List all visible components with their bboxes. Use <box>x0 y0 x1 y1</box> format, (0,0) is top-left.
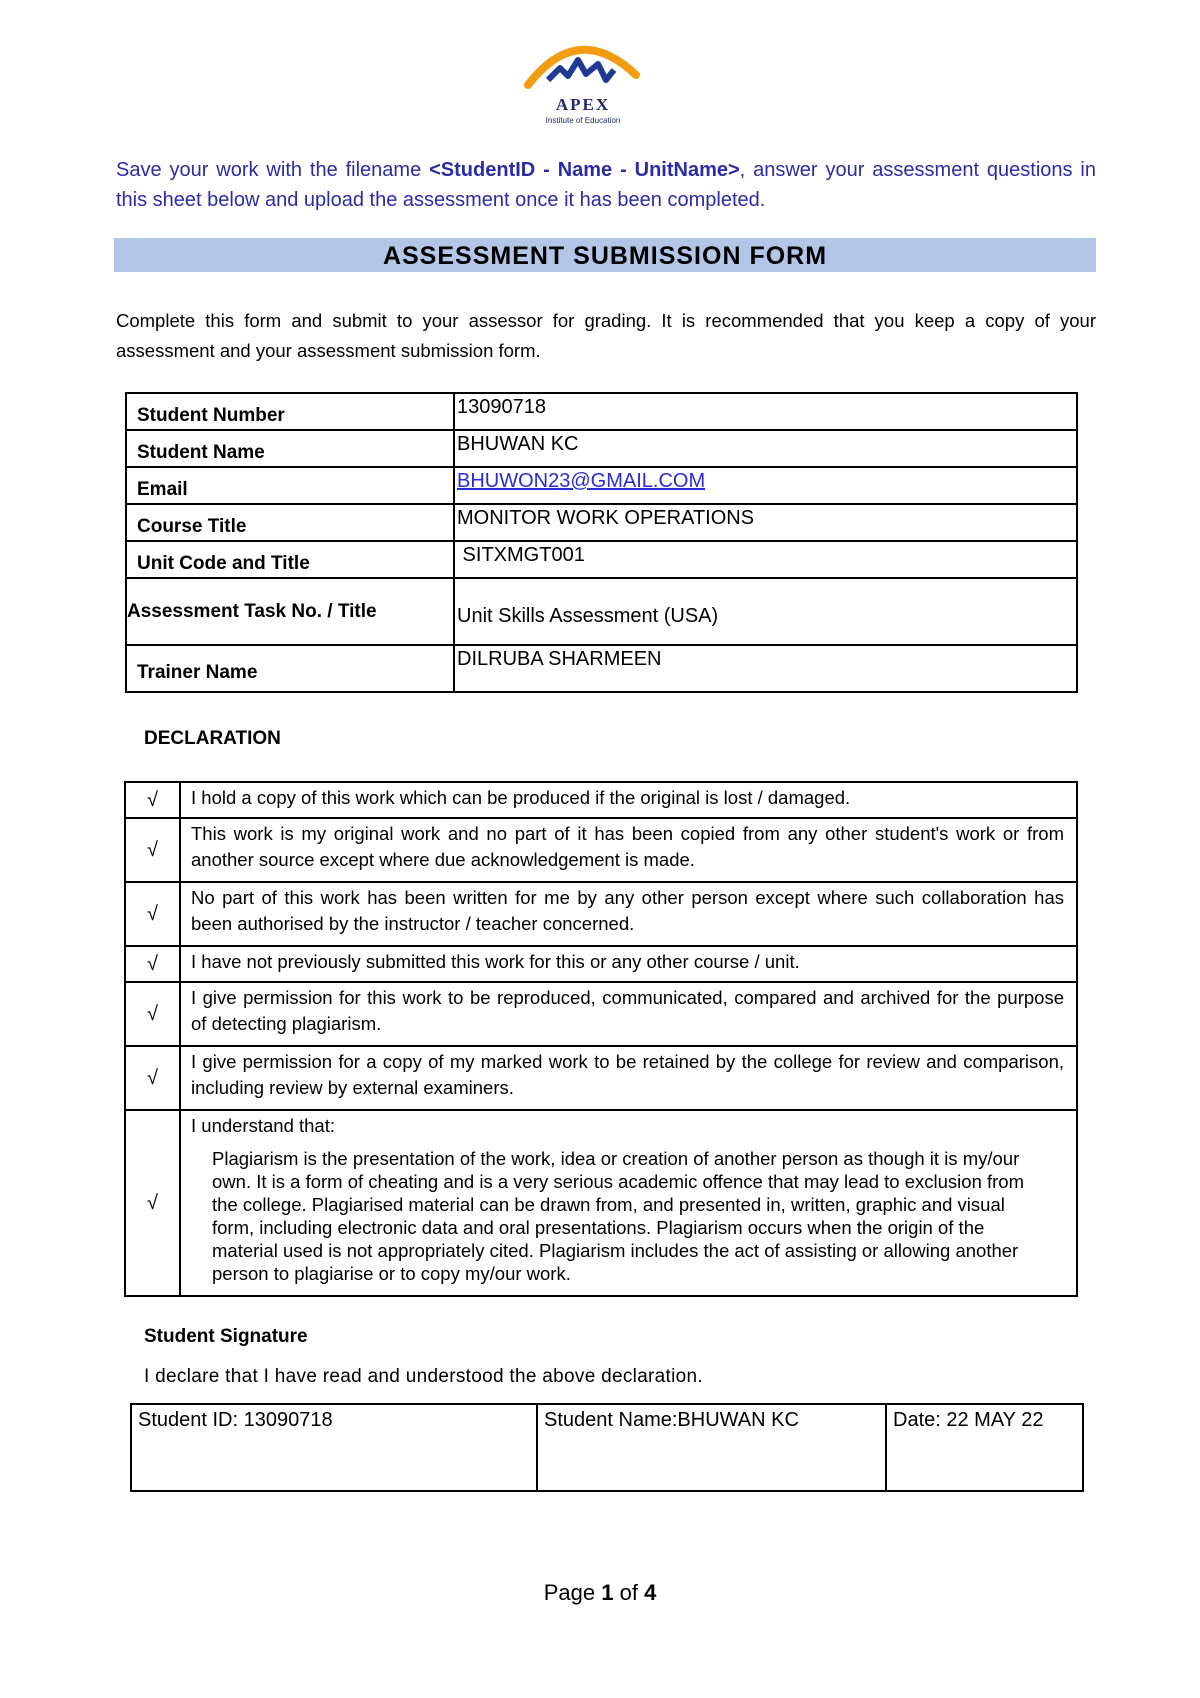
signature-statement: I declare that I have read and understood the above declaration. <box>144 1366 703 1387</box>
declaration-row <box>125 1046 1077 1110</box>
info-label: Assessment Task No. / Title <box>126 578 454 645</box>
form-instructions: Complete this form and submit to your assessor for grading. It is recommended that you keep a copy of your assessment and your assessment submission form. <box>116 310 1096 361</box>
info-value[interactable]: BHUWAN KC <box>454 430 1077 467</box>
info-value[interactable] <box>454 467 1077 504</box>
logo-subtitle: Institute of Education <box>545 116 621 125</box>
info-row-email <box>126 467 1077 504</box>
check-mark-icon[interactable]: √ <box>125 882 180 946</box>
page-number: 1 <box>601 1580 614 1605</box>
declaration-text: I give permission for a copy of my marked work to be retained by the college for review and comparison, including review by external examiners. <box>180 1046 1077 1110</box>
info-label: Email <box>126 467 454 504</box>
check-mark-icon[interactable]: √ <box>125 1110 180 1296</box>
signature-table <box>130 1403 1084 1492</box>
info-value[interactable]: MONITOR WORK OPERATIONS <box>454 504 1077 541</box>
check-mark-icon[interactable]: √ <box>125 946 180 982</box>
declaration-table <box>124 781 1078 1297</box>
info-row-course-title <box>126 504 1077 541</box>
declaration-title: DECLARATION <box>144 728 281 749</box>
apex-logo <box>518 30 648 130</box>
declaration-text: I give permission for this work to be reproduced, communicated, compared and archived for the purpose of detecting plagiarism. <box>180 982 1077 1046</box>
info-label: Student Name <box>126 430 454 467</box>
declaration-text: This work is my original work and no part of it has been copied from any other student's work or from another source except where due acknowledgement is made. <box>180 818 1077 882</box>
page-total: 4 <box>644 1580 657 1605</box>
student-info-table <box>125 392 1078 693</box>
signature-row <box>131 1404 1083 1491</box>
declaration-row <box>125 1110 1077 1296</box>
info-row-assessment-task <box>126 578 1077 645</box>
declaration-row <box>125 818 1077 882</box>
intro-instructions <box>116 155 1096 215</box>
info-value[interactable]: 13090718 <box>454 393 1077 430</box>
intro-filename: <StudentID - Name - UnitName> <box>429 159 740 181</box>
declaration-row <box>125 782 1077 818</box>
intro-text-before: Save your work with the filename <box>116 159 430 181</box>
intro-text-after: , answer your assessment questions in this sheet below and upload the assessment once it has been completed. <box>116 159 1096 211</box>
info-value[interactable]: DILRUBA SHARMEEN <box>454 645 1077 692</box>
logo-name: APEX <box>555 95 611 114</box>
check-mark-icon[interactable]: √ <box>125 982 180 1046</box>
info-value[interactable]: Unit Skills Assessment (USA) <box>454 578 1077 645</box>
info-label: Student Number <box>126 393 454 430</box>
info-label: Unit Code and Title <box>126 541 454 578</box>
info-row-student-number <box>126 393 1077 430</box>
page-footer <box>0 1580 1200 1606</box>
declaration-row <box>125 982 1077 1046</box>
declaration-text: I hold a copy of this work which can be produced if the original is lost / damaged. <box>180 782 1077 818</box>
declaration-text-plagiarism <box>180 1110 1077 1296</box>
signature-student-name[interactable]: Student Name:BHUWAN KC <box>537 1404 886 1491</box>
signature-student-id[interactable]: Student ID: 13090718 <box>131 1404 537 1491</box>
check-mark-icon[interactable]: √ <box>125 782 180 818</box>
declaration-text: No part of this work has been written for me by any other person except where such collaboration has been authorised by the instructor / teacher concerned. <box>180 882 1077 946</box>
info-label: Course Title <box>126 504 454 541</box>
info-value[interactable]: SITXMGT001 <box>454 541 1077 578</box>
email-link[interactable]: BHUWON23@GMAIL.COM <box>457 470 706 492</box>
of-label: of <box>619 1580 638 1605</box>
page-label: Page <box>543 1580 596 1605</box>
signature-date[interactable]: Date: 22 MAY 22 <box>886 1404 1083 1491</box>
info-row-unit-code <box>126 541 1077 578</box>
info-row-student-name <box>126 430 1077 467</box>
plagiarism-definition: Plagiarism is the presentation of the work, idea or creation of another person as though it is my/our own. It is a form of cheating and is a very serious academic offence that may lead to exclusion from the college. Plagiarised material can be drawn from, and presented in, written, graphic and visual form, including electronic data and oral presentations. Plagiarism occurs when the origin of the material used is not appropriately cited. Plagiarism includes the act of assisting or allowing another person to plagiarise or to copy my/our work. <box>212 1148 1025 1284</box>
declaration-row <box>125 946 1077 982</box>
declaration-text: I have not previously submitted this work for this or any other course / unit. <box>180 946 1077 982</box>
declaration-row <box>125 882 1077 946</box>
info-label: Trainer Name <box>126 645 454 692</box>
info-row-trainer-name <box>126 645 1077 692</box>
form-title-banner: ASSESSMENT SUBMISSION FORM <box>114 238 1096 272</box>
signature-title: Student Signature <box>144 1326 308 1347</box>
declaration-lead: I understand that: <box>191 1115 335 1136</box>
check-mark-icon[interactable]: √ <box>125 1046 180 1110</box>
check-mark-icon[interactable]: √ <box>125 818 180 882</box>
